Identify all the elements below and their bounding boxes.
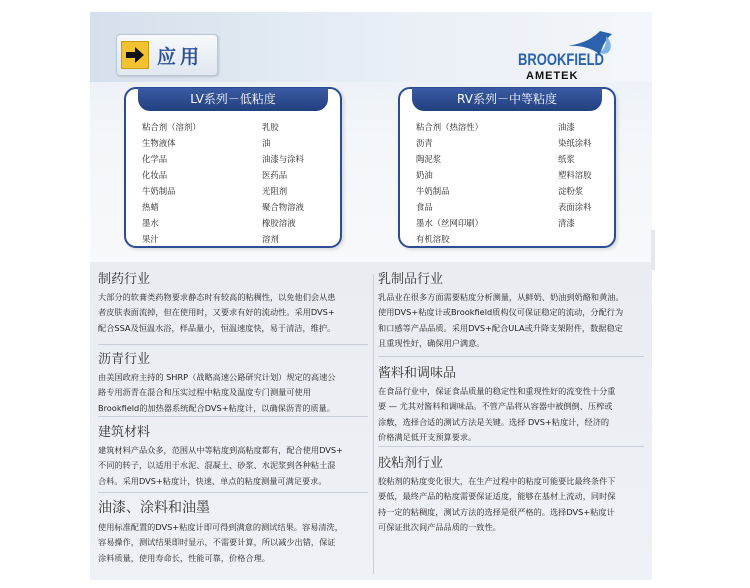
text-line: 涂敷，选择合适的测试方法是关键。选择 DVS+粘度计，经济的 (378, 416, 610, 427)
list-item: 油漆与涂料 (262, 154, 304, 164)
text-line: 使用标准配置的DVS+粘度计即可得到满意的测试结果。容易清洗， (98, 522, 343, 532)
column-divider (373, 274, 374, 574)
list-item: 光阻剂 (262, 186, 288, 196)
list-item: 表面涂料 (558, 202, 592, 212)
list-item: 油漆 (558, 122, 575, 132)
text-line: 配合SSA及恒温水浴，样品量小，恒温速度快，易于清洁，维护。 (98, 322, 336, 333)
text-line: 建筑材料产品众多，范围从中等粘度到高粘度都有，配合使用DVS+ (98, 445, 343, 455)
section-title: 胶粘剂行业 (378, 456, 444, 471)
section-title: 沥青行业 (98, 352, 151, 367)
section-adhesive (378, 452, 648, 536)
section-building (98, 421, 370, 489)
section-title: 油漆、涂料和油墨 (98, 500, 210, 516)
list-item: 粘合剂（热溶性） (416, 122, 483, 132)
brand-logo (512, 30, 632, 82)
list-item: 有机溶胶 (416, 234, 450, 244)
text-line: 在食品行业中，保证食品质量的稳定性和重现性好的流变性十分重 (378, 386, 616, 396)
section-paint (98, 497, 370, 566)
section-text (98, 520, 370, 566)
list-item: 化学品 (142, 154, 168, 164)
list-item: 牛奶制品 (416, 186, 450, 196)
list-item: 生物液体 (142, 138, 176, 148)
list-item: 食品 (416, 202, 433, 212)
list-item: 聚合物溶液 (262, 202, 304, 212)
list-item: 沥青 (416, 138, 433, 148)
text-line: 持一定的粘稠度，测试方法的选择是很严格的。选择DVS+粘度计 (378, 506, 615, 517)
text-line: 乳品业在很多方面需要粘度分析测量，从鲜奶、奶油到奶酪和黄油。 (378, 292, 624, 302)
text-line: 大部分的软膏类药物要求静态时有较高的粘稠性，以免他们会从患 (98, 292, 336, 302)
list-item: 果汁 (142, 234, 159, 244)
text-line: 和口感等产品品质。采用DVS+配合ULA或升降支架附件，数据稳定 (378, 322, 623, 333)
section-text (378, 384, 648, 446)
page-edge-mark (651, 230, 655, 270)
text-line: 使用DVS+粘度计或Brookfield质构仪可保证稳定的流动，分配行为 (378, 307, 624, 318)
rv-series-title: RV系列－中等粘度 (412, 88, 602, 111)
section-rule (98, 416, 368, 417)
section-rule (98, 492, 368, 493)
section-title: 乳制品行业 (378, 272, 444, 287)
list-item: 溶剂 (262, 234, 279, 244)
text-line: 者皮肤表面流掉，但在使用时，又要求有好的流动性。采用DVS+ (98, 307, 335, 318)
list-item: 陶泥浆 (416, 154, 442, 164)
list-item: 奶油 (416, 170, 433, 180)
text-line: 不同的转子，以适用于水泥、混凝土、砂浆、水泥浆到各种粘土混 (98, 460, 336, 471)
right-arrow-icon (121, 41, 149, 69)
rv-series-box (398, 87, 616, 248)
text-line: 胶粘剂的粘度变化很大，在生产过程中的粘度可能要比最终条件下 (378, 476, 616, 486)
section-rule (378, 356, 644, 357)
list-item: 牛奶制品 (142, 186, 176, 196)
section-title: 建筑材料 (98, 425, 151, 440)
section-dairy (378, 268, 648, 352)
text-line: Brookfield的加热器系统配合DVS+粘度计，以确保沥青的质量。 (98, 402, 335, 413)
section-text (98, 443, 370, 489)
text-line: 合料。采用DVS+粘度计，快速、单点的粘度测量可满足要求。 (98, 475, 327, 486)
section-title: 制药行业 (98, 272, 151, 287)
rv-col-2 (558, 119, 592, 231)
list-item: 塑料溶胶 (558, 170, 592, 180)
section-text (378, 290, 648, 352)
page-title: 应用 (157, 46, 204, 68)
text-line: 容易操作，测试结果即时显示，不需要计算，所以减少出错，保证 (98, 537, 336, 548)
logo-parent-text: AMETEK (526, 70, 579, 82)
list-item: 清漆 (558, 218, 575, 228)
section-pharma (98, 268, 370, 336)
list-item: 粘合剂（溶剂） (142, 122, 201, 132)
list-item: 化妆品 (142, 170, 168, 180)
list-item: 墨水（丝网印刷） (416, 218, 483, 228)
section-asphalt (98, 348, 370, 416)
text-line: 且重现性好，确保用户满意。 (378, 338, 485, 349)
rv-col-1 (416, 119, 483, 247)
section-title: 酱料和调味品 (378, 366, 457, 381)
list-item: 淀粉浆 (558, 186, 584, 196)
list-item: 染纸涂料 (558, 138, 592, 148)
list-item: 乳胶 (262, 122, 279, 132)
section-text (98, 370, 370, 416)
section-rule (98, 344, 368, 345)
list-item: 墨水 (142, 218, 159, 228)
section-text (98, 290, 370, 336)
section-tab (116, 34, 218, 76)
logo-brand-text: BROOKFIELD (518, 50, 604, 69)
text-line: 价格满足低开支预算要求。 (378, 432, 477, 443)
section-rule (378, 446, 644, 447)
list-item: 纸浆 (558, 154, 575, 164)
lv-col-2 (262, 119, 304, 247)
header-band (90, 12, 652, 82)
section-sauce (378, 362, 648, 446)
text-line: 可保证批次间产品品质的一致性。 (378, 522, 501, 533)
text-line: 由美国政府主持的 SHRP（战略高速公路研究计划）规定的高速公 (98, 372, 336, 382)
list-item: 油 (262, 138, 271, 148)
list-item: 热蜡 (142, 202, 159, 212)
application-page (90, 12, 652, 580)
text-line: 要 — 尤其对酱料和调味品。不管产品将从容器中被倒倒、压榨或 (378, 401, 613, 412)
lv-series-title: LV系列－低粘度 (138, 88, 328, 111)
section-text (378, 474, 648, 536)
text-line: 涂料质量，使用寿命长，性能可靠，价格合理。 (98, 552, 270, 563)
text-line: 路专用沥青在混合和压实过程中粘度及温度专门测量可使用 (98, 387, 311, 398)
list-item: 医药品 (262, 170, 288, 180)
lv-series-box (124, 87, 342, 248)
list-item: 橡胶溶液 (262, 218, 296, 228)
lv-col-1 (142, 119, 201, 247)
text-line: 要低，最终产品的粘度需要保证适度，能够在基材上流动，同时保 (378, 491, 616, 502)
